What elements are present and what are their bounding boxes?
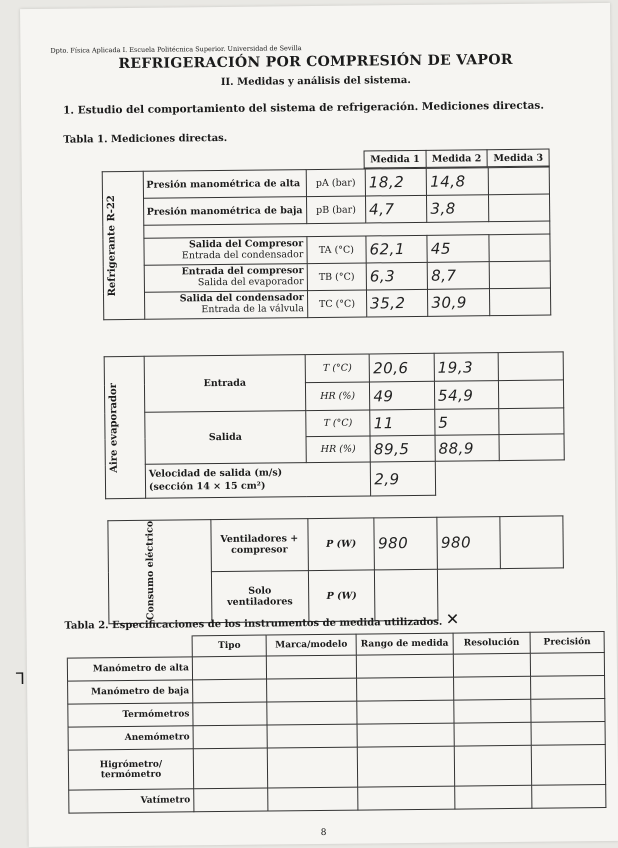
velocidad-label [145,462,371,498]
row-label-line1: Salida del condensador [179,292,304,305]
column-header: Rango de medida [356,633,453,655]
salida-label: Salida [145,411,306,465]
page-number: 8 [320,827,327,838]
measurement-cell: 89,5 [370,435,435,462]
consumo-table [107,515,564,624]
measurement-cell: 6,3 [366,262,428,290]
refrigerante-table [102,167,552,321]
row-symbol: T (°C) [305,354,370,383]
row-label: Ventiladores + compresor [211,519,308,572]
measurement-cell [489,261,551,289]
section-heading: 1. Estudio del comportamiento del sistema de refrigeración. Mediciones directas. [63,99,545,117]
table1-caption: Tabla 1. Mediciones directas. [63,132,228,146]
page-subtitle: II. Medidas y análisis del sistema. [220,75,411,88]
aire-evaporador-table [104,351,565,499]
measurement-cell: 54,9 [434,381,499,410]
measurement-cell [499,380,564,409]
row-label: Termómetros [68,703,193,727]
measurement-cell: 19,3 [434,353,499,382]
measurement-cell: 30,9 [428,289,490,317]
row-symbol: HR (%) [305,382,370,411]
measurement-cell [499,434,564,461]
measurement-cell: 980 [374,517,437,569]
column-header: Medida 3 [487,149,549,167]
row-label-line2: Entrada del condensador [181,249,304,262]
row-label: Vatímetro [69,789,194,813]
measurement-cell: 18,2 [365,168,427,196]
measurement-cell: 3,8 [427,195,489,223]
entrada-label: Entrada [144,355,305,413]
row-label: Higrómetro/ termómetro [68,749,193,790]
table2-caption [64,610,459,633]
measurement-cell: 5 [435,409,500,436]
column-header: Precisión [530,632,604,654]
row-label-line1: Entrada del compresor [181,265,304,278]
row-label: Presión manométrica de baja [143,197,306,226]
row-label: Anemómetro [68,726,193,750]
measurement-cell: 14,8 [427,168,489,196]
column-header: Resolución [453,632,530,654]
measurement-cell: 20,6 [369,353,434,382]
column-header: Medida 2 [426,150,488,168]
margin-mark-icon: ᒣ [14,669,25,689]
blank-header [67,636,192,658]
velocidad-label-line2: (sección 14 × 15 cm²) [148,480,266,493]
measurement-cell: 2,9 [371,461,436,496]
measurement-cell [488,167,550,195]
table1-column-headers [364,149,550,169]
page-title: REFRIGERACIÓN POR COMPRESIÓN DE VAPOR [118,51,513,73]
measurement-cell [500,516,563,568]
measurement-cell [499,408,564,435]
measurement-cell: 8,7 [428,262,490,290]
refrigerante-label-cell [102,171,144,319]
measurement-cell: 45 [427,235,489,263]
row-label: Manómetro de alta [67,657,192,681]
row-symbol: T (°C) [306,410,371,437]
row-symbol: P (W) [308,570,375,622]
row-label [143,237,306,266]
row-symbol: TB (°C) [307,263,367,291]
aire-label: Aire evaporador [107,382,120,473]
measurement-cell [499,352,564,381]
row-symbol: TA (°C) [307,236,367,264]
aire-label-cell [104,356,145,498]
refrigerante-label: Refrigerante R-22 [105,194,119,297]
row-symbol: P (W) [307,518,374,570]
table-row [69,784,606,813]
empty-space [435,460,564,495]
measurement-cell: 88,9 [435,435,500,462]
velocidad-label-line1: Velocidad de salida (m/s) [148,467,283,480]
measurement-cell [489,288,551,316]
row-symbol: pB (bar) [306,196,366,224]
row-symbol: pA (bar) [306,169,366,197]
row-label-line1: Salida del Compresor [188,238,304,251]
measurement-cell: 4,7 [365,195,427,223]
check-x-mark-icon: ✕ [445,609,460,629]
measurement-cell [489,234,551,262]
measurement-cell: 49 [370,381,435,410]
row-label: Manómetro de baja [68,680,193,704]
row-label: Presión manométrica de alta [143,170,306,199]
column-header: Tipo [192,635,267,657]
document-page [14,3,618,847]
row-label-line2: Salida del evaporador [197,276,304,289]
department-header: Dpto. Física Aplicada I. Escuela Politécnica Superior. Universidad de Sevilla [50,44,302,55]
column-header: Marca/modelo [266,634,356,656]
row-symbol: HR (%) [306,436,371,463]
measurement-cell: 35,2 [366,289,428,317]
measurement-cell: 11 [370,409,435,436]
row-symbol: TC (°C) [307,290,367,318]
row-label [144,291,307,320]
consumo-label-cell [108,520,212,624]
row-label: Solo ventiladores [211,570,308,623]
row-label-line2: Entrada de la válvula [201,303,304,316]
measurement-cell [488,194,550,222]
instruments-table [67,631,607,814]
measurement-cell: 980 [437,517,500,569]
table2-caption-text: Tabla 2. Especificaciones de los instrumentos de medida utilizados. [64,616,443,632]
column-header: Medida 1 [364,150,426,168]
consumo-label: Consumo eléctrico [144,520,157,621]
measurement-cell: 62,1 [366,235,428,263]
row-label [144,264,307,293]
table-row [68,745,605,791]
